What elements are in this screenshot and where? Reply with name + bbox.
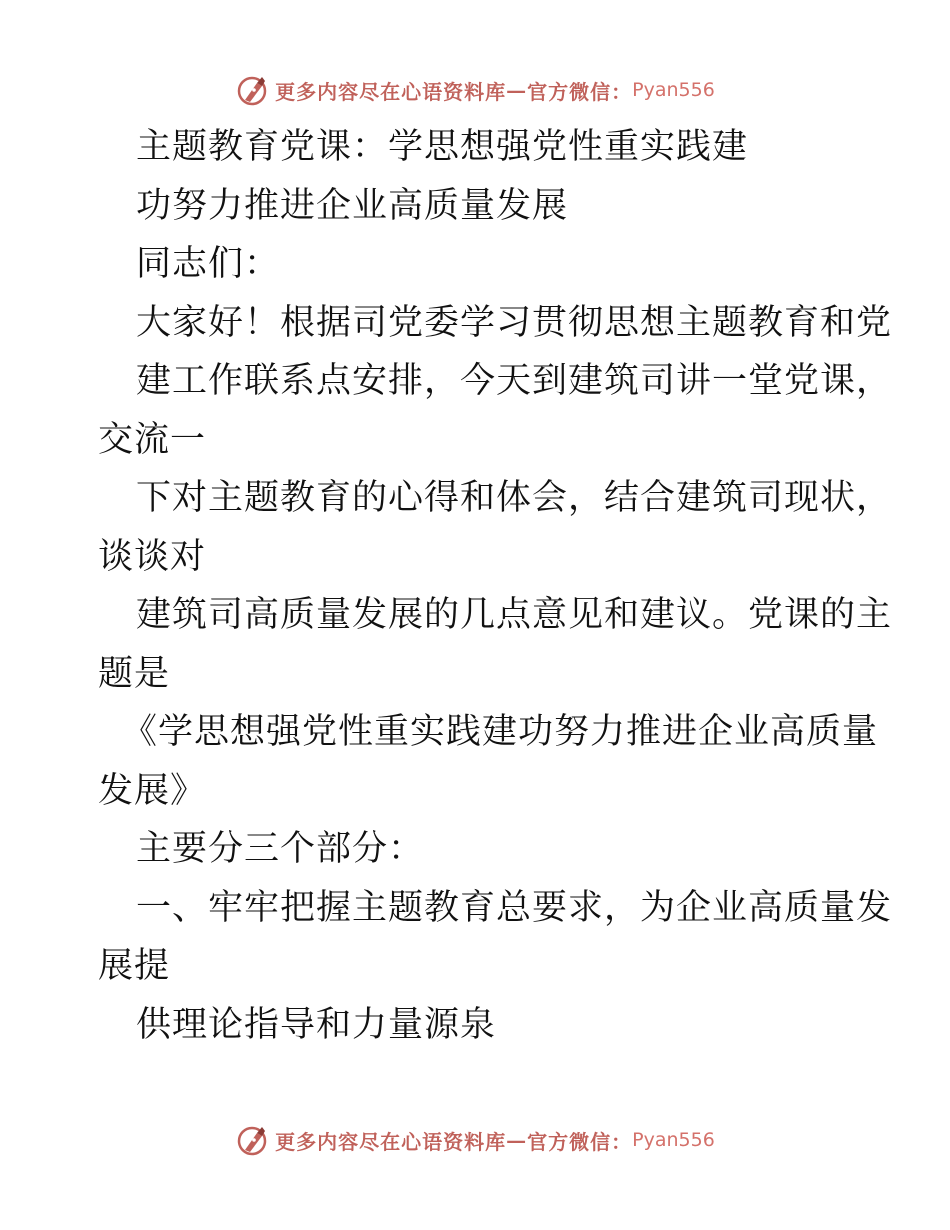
doc-line: 展提 — [98, 946, 171, 986]
doc-line: 谈谈对 — [98, 536, 207, 577]
doc-line: 交流一 — [98, 419, 207, 460]
doc-line: 下对主题教育的心得和体会，结合建筑司现状， — [136, 478, 893, 518]
doc-title-line-1: 主题教育党课：学思想强党性重实践建 — [136, 127, 749, 167]
doc-line: 建工作联系点安排，今天到建筑司讲一堂党课， — [136, 361, 893, 401]
banner-official-label: 官方微信： — [527, 79, 633, 104]
doc-section-heading: 一、牢牢把握主题教育总要求，为企业高质量发 — [136, 887, 893, 928]
doc-line: 题是 — [98, 653, 171, 694]
pen-nib-logo-icon — [235, 1123, 269, 1157]
banner-dash: — — [506, 1128, 528, 1152]
document-body — [98, 118, 893, 1054]
doc-line: 主要分三个部分： — [136, 829, 425, 869]
banner-official-label: 官方微信： — [527, 1129, 633, 1154]
doc-line: 供理论指导和力量源泉 — [136, 1004, 497, 1045]
banner-wechat-id: Pyan556 — [632, 1129, 715, 1151]
footer-banner — [0, 1120, 950, 1160]
doc-title-line-2: 功努力推进企业高质量发展 — [136, 185, 569, 226]
banner-wechat-id: Pyan556 — [632, 79, 715, 101]
banner-library-text: 更多内容尽在心语资料库 — [275, 1129, 507, 1154]
banner-library-text: 更多内容尽在心语资料库 — [275, 79, 507, 104]
doc-line: 大家好！根据司党委学习贯彻思想主题教育和党 — [136, 302, 893, 343]
header-banner — [0, 70, 950, 110]
doc-line: 《学思想强党性重实践建功努力推进企业高质量 — [122, 712, 879, 752]
banner-dash: — — [506, 78, 528, 102]
doc-salutation: 同志们： — [136, 244, 281, 284]
pen-nib-logo-icon — [235, 73, 269, 107]
doc-line: 发展》 — [98, 770, 207, 811]
doc-line: 建筑司高质量发展的几点意见和建议。党课的主 — [136, 595, 893, 635]
